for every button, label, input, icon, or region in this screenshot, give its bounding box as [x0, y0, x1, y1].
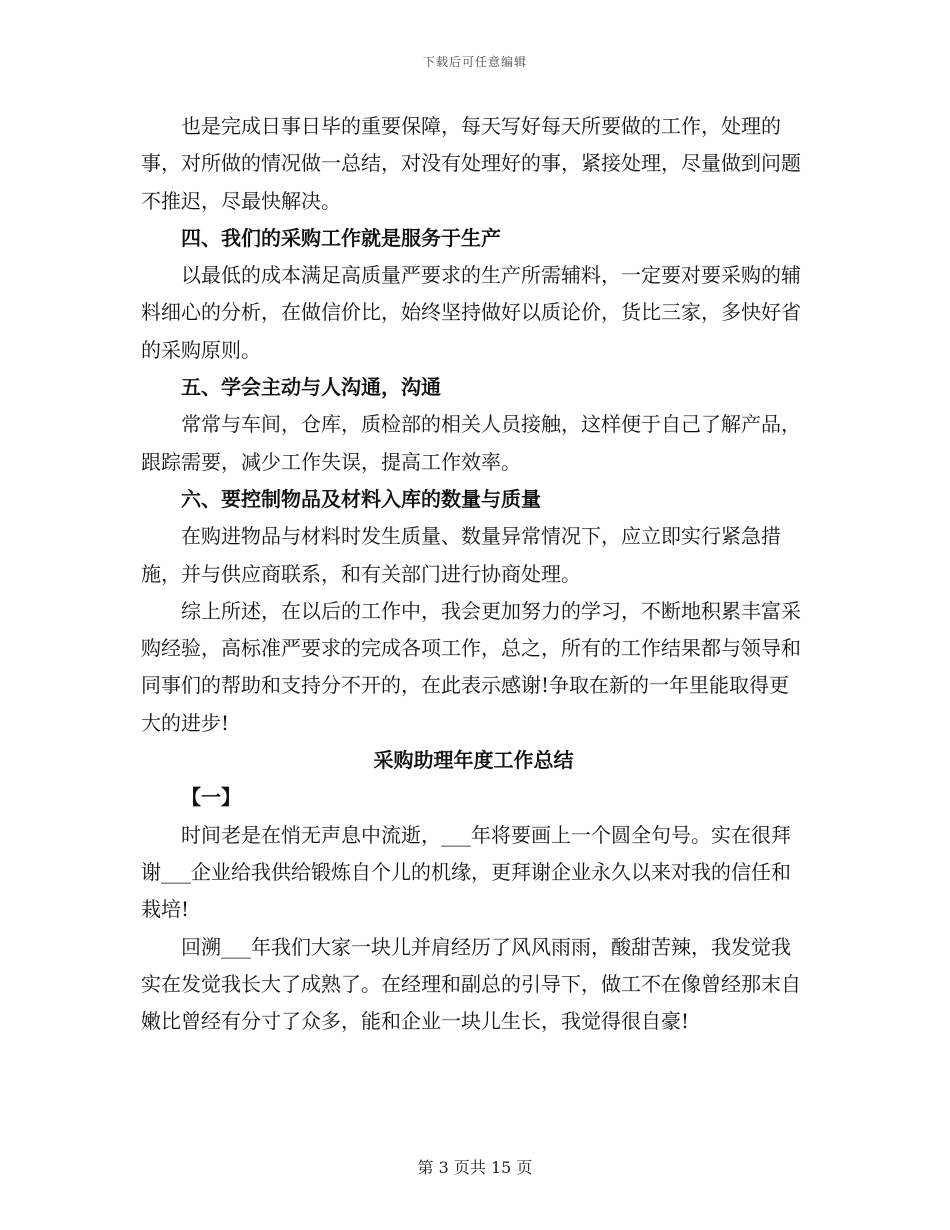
section-heading: 五、学会主动与人沟通，沟通	[181, 375, 441, 400]
body-paragraph: 综上所述，在以后的工作中，我会更加努力的学习，不断地积累丰富采购经验，高标准严要求的完成各项工作，总之，所有的工作结果都与领导和同事们的帮助和支持分不开的，在此表示感谢!争取在新的一年里能取得更大的进步!	[141, 598, 801, 735]
body-paragraph: 也是完成日事日毕的重要保障，每天写好每天所要做的工作，处理的事，对所做的情况做一总结，对没有处理好的事，紧接处理，尽量做到问题不推迟，尽最快解决。	[141, 114, 801, 213]
section-heading: 四、我们的采购工作就是服务于生产	[181, 225, 501, 250]
document-title: 采购助理年度工作总结	[373, 748, 574, 773]
page-content	[141, 108, 806, 1040]
body-paragraph: 以最低的成本满足高质量严要求的生产所需辅料，一定要对要采购的辅料细心的分析，在做信价比，始终坚持做好以质论价，货比三家，多快好省的采购原则。	[141, 263, 801, 362]
section-heading: 六、要控制物品及材料入库的数量与质量	[181, 486, 541, 511]
section-marker: 【一】	[181, 785, 241, 810]
body-paragraph: 时间老是在悄无声息中流逝，___年将要画上一个圆全句号。实在很拜谢___企业给我供给锻炼自个儿的机缘，更拜谢企业永久以来对我的信任和栽培!	[141, 822, 791, 922]
body-paragraph: 在购进物品与材料时发生质量、数量异常情况下，应立即实行紧急措施，并与供应商联系，和有关部门进行协商处理。	[141, 524, 781, 586]
body-paragraph: 回溯___年我们大家一块儿并肩经历了风风雨雨，酸甜苦辣，我发觉我实在发觉我长大了成熟了。在经理和副总的引导下，做工不在像曾经那末自嫩比曾经有分寸了众多，能和企业一块儿生长，我觉得很自豪!	[141, 934, 801, 1034]
page-footer: 第 3 页共 15 页	[417, 1158, 533, 1177]
page-header: 下载后可任意编辑	[422, 55, 527, 69]
body-paragraph: 常常与车间，仓库，质检部的相关人员接触，这样便于自己了解产品，跟踪需要，减少工作失误，提高工作效率。	[141, 412, 801, 474]
